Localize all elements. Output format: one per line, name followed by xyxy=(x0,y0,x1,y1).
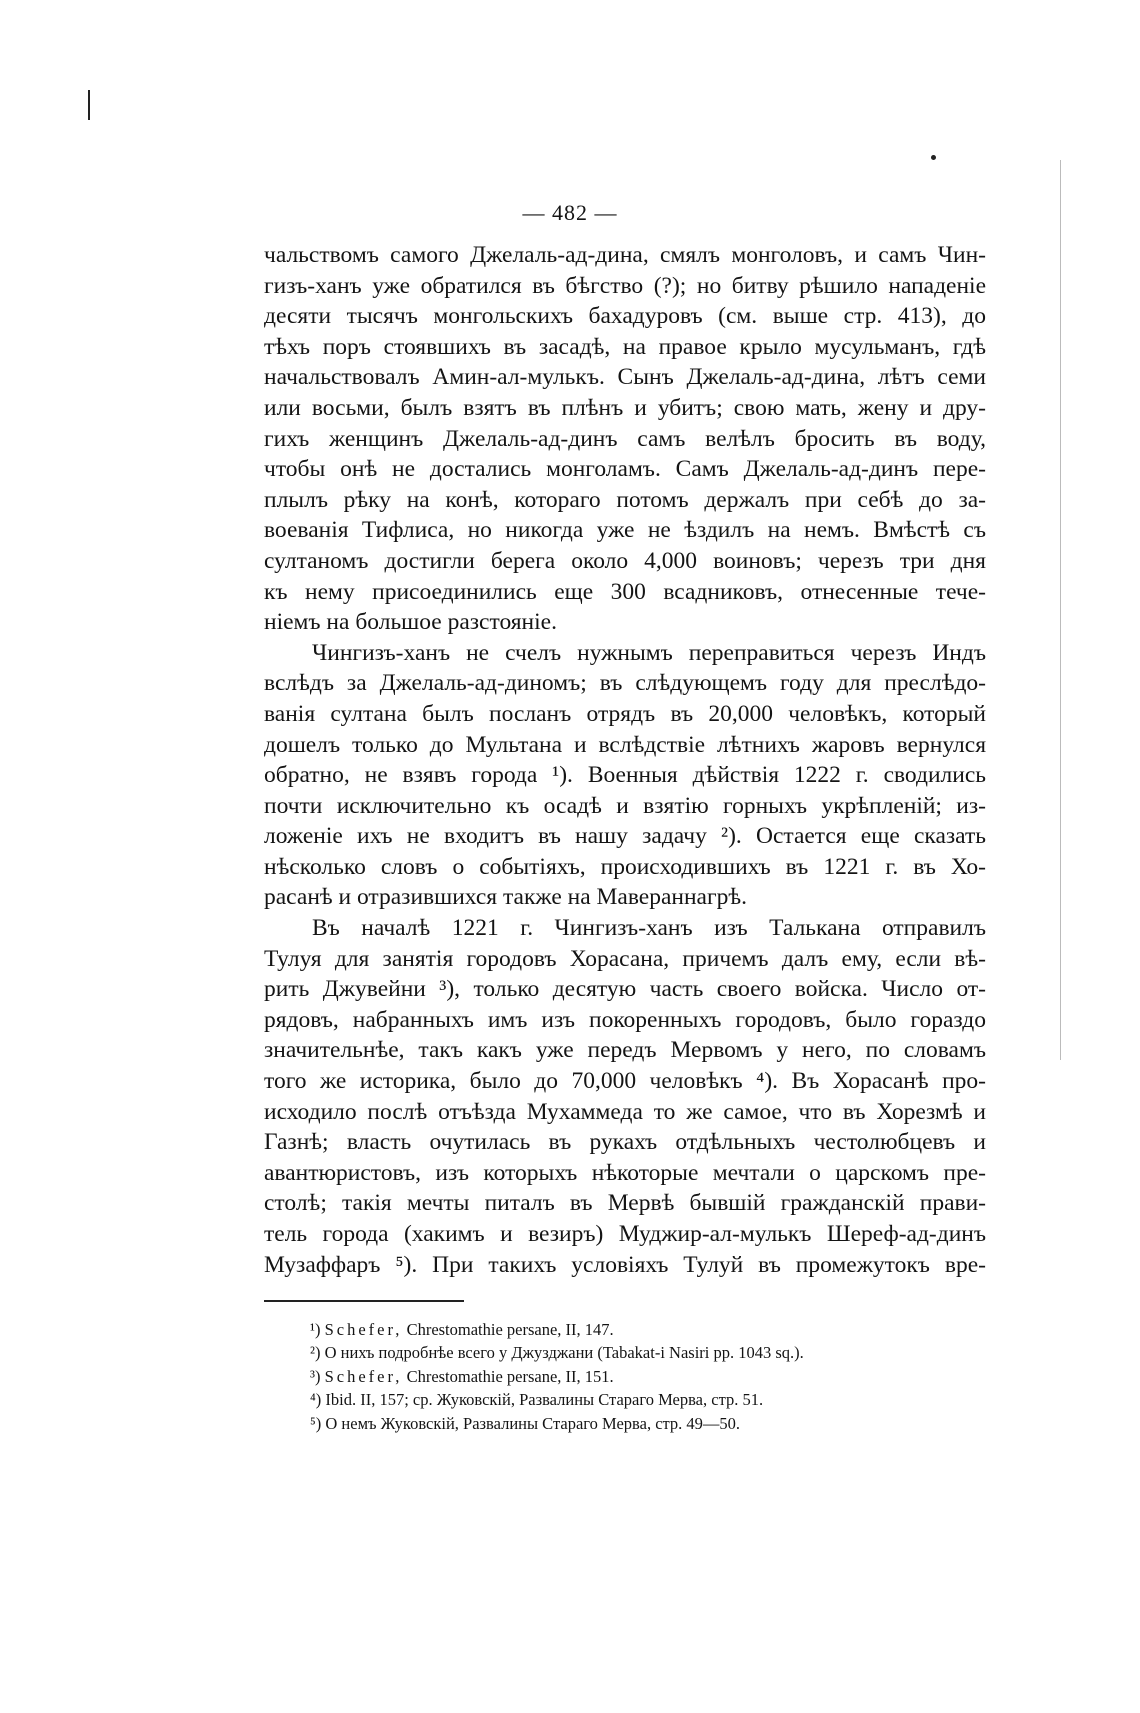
text-line: Тулуя для занятія городовъ Хорасана, причемъ далъ ему, если вѣ- xyxy=(264,945,986,972)
text-line: плылъ рѣку на конѣ, котораго потомъ держалъ при себѣ до за- xyxy=(264,486,986,513)
scan-mark-dot xyxy=(931,155,936,160)
footnote-text: Chrestomathie persane, II, 151. xyxy=(406,1366,614,1386)
text-line: значительнѣе, такъ какъ уже передъ Мервомъ у него, по словамъ xyxy=(264,1037,986,1064)
footnote-text: Chrestomathie persane, II, 147. xyxy=(406,1320,614,1339)
text-line: или восьми, былъ взятъ въ плѣнъ и убитъ; свою мать, жену и дру- xyxy=(264,394,986,421)
footnote-item xyxy=(310,1412,990,1435)
footnote-text: О нихъ подробнѣе всего у Джузджани (Tabakat-i Nasiri pp. 1043 sq.). xyxy=(324,1343,804,1363)
footnotes xyxy=(310,1318,990,1435)
text-line: чальствомъ самого Джелаль-ад-дина, смялъ монголовъ, и самъ Чин- xyxy=(264,242,986,268)
text-line: дошелъ только до Мультана и вслѣдствіе лѣтнихъ жаровъ вернулся xyxy=(264,731,986,758)
footnote-mark: ¹) xyxy=(310,1320,321,1339)
footnote-item xyxy=(310,1388,990,1411)
text-line: чтобы онѣ не достались монголамъ. Самъ Джелаль-ад-динъ пере- xyxy=(264,456,986,483)
footnote-mark: ⁵) xyxy=(310,1413,322,1433)
text-line: тѣхъ поръ стоявшихъ въ засадѣ, на правое крыло мусульманъ, гдѣ xyxy=(264,333,986,360)
text-line: вслѣдъ за Джелаль-ад-диномъ; въ слѣдующемъ году для преслѣдо- xyxy=(264,670,986,697)
footnote-text: Ibid. II, 157; ср. Жуковскій, Развалины Стараго Мерва, стр. 51. xyxy=(325,1390,764,1410)
text-line: исходило послѣ отъѣзда Мухаммеда то же самое, что въ Хорезмѣ и xyxy=(264,1098,986,1125)
text-line: обратно, не взявъ города ¹). Военныя дѣйствія 1222 г. сводились xyxy=(264,762,986,789)
text-line: къ нему присоединились еще 300 всадниковъ, отнесенные тече- xyxy=(264,578,986,605)
footnote-text: О немъ Жуковскій, Развалины Стараго Мерва, стр. 49—50. xyxy=(325,1413,741,1433)
footnote-author: Schefer, xyxy=(324,1320,403,1339)
text-line: начальствовалъ Амин-ал-мулькъ. Сынъ Джелаль-ад-дина, лѣтъ семи xyxy=(264,364,986,391)
text-line: гихъ женщинъ Джелаль-ад-динъ самъ велѣлъ бросить въ воду, xyxy=(264,425,986,452)
footnote-item xyxy=(310,1341,990,1364)
footnote-mark: ³) xyxy=(310,1366,321,1386)
text-line: ніемъ на большое разстояніе. xyxy=(264,609,557,636)
text-line: ванія султана былъ посланъ отрядъ въ 20,000 человѣкъ, который xyxy=(264,700,986,727)
text-line: десяти тысячъ монгольскихъ бахадуровъ (см. выше стр. 413), до xyxy=(264,303,986,330)
footnote-rule xyxy=(264,1300,464,1302)
text-line: почти исключительно къ осадѣ и взятію горныхъ укрѣпленій; из- xyxy=(264,792,986,819)
text-line: ложеніе ихъ не входитъ въ нашу задачу ²). Остается еще сказать xyxy=(264,823,986,850)
footnote-mark: ⁴) xyxy=(310,1390,322,1410)
text-line: того же историка, было до 70,000 человѣкъ ⁴). Въ Хорасанѣ про- xyxy=(264,1068,986,1095)
text-line: авантюристовъ, изъ которыхъ нѣкоторые мечтали о царскомъ пре- xyxy=(264,1159,986,1186)
footnote-author: Schefer, xyxy=(324,1366,403,1386)
footnote-mark: ²) xyxy=(310,1343,321,1363)
text-line: рить Джувейни ³), только десятую часть своего войска. Число от- xyxy=(264,976,986,1003)
footnote-item xyxy=(310,1365,990,1388)
footnote-item xyxy=(310,1318,990,1341)
text-line: тель города (хакимъ и везиръ) Муджир-ал-мулькъ Шереф-ад-динъ xyxy=(264,1221,986,1247)
text-line: Газнѣ; власть очутилась въ рукахъ отдѣльныхъ честолюбцевъ и xyxy=(264,1129,986,1156)
text-line: воеванія Тифлиса, но никогда уже не ѣздилъ на немъ. Вмѣстѣ съ xyxy=(264,517,986,544)
text-line: расанѣ и отразившихся также на Мавераннагрѣ. xyxy=(264,884,748,911)
text-line: нѣсколько словъ о событіяхъ, происходившихъ въ 1221 г. въ Хо- xyxy=(264,853,986,880)
text-line: Въ началѣ 1221 г. Чингизъ-ханъ изъ Талькана отправилъ xyxy=(312,915,986,942)
text-line: столѣ; такія мечты питалъ въ Мервѣ бывшій гражданскій прави- xyxy=(264,1190,986,1217)
text-line: рядовъ, набранныхъ имъ изъ покоренныхъ городовъ, было гораздо xyxy=(264,1006,986,1033)
scan-mark-right xyxy=(1060,160,1061,1060)
scan-mark-left xyxy=(88,90,90,120)
text-line: Музаффаръ ⁵). При такихъ условіяхъ Тулуй въ промежутокъ вре- xyxy=(264,1251,986,1278)
page-number: — 482 — xyxy=(522,200,618,225)
text-line: султаномъ достигли берега около 4,000 воиновъ; черезъ три дня xyxy=(264,547,986,574)
text-line: гизъ-ханъ уже обратился въ бѣгство (?); но битву рѣшило нападеніе xyxy=(264,272,986,299)
main-text xyxy=(264,240,986,1280)
text-line: Чингизъ-ханъ не счелъ нужнымъ переправиться черезъ Индъ xyxy=(312,639,986,666)
